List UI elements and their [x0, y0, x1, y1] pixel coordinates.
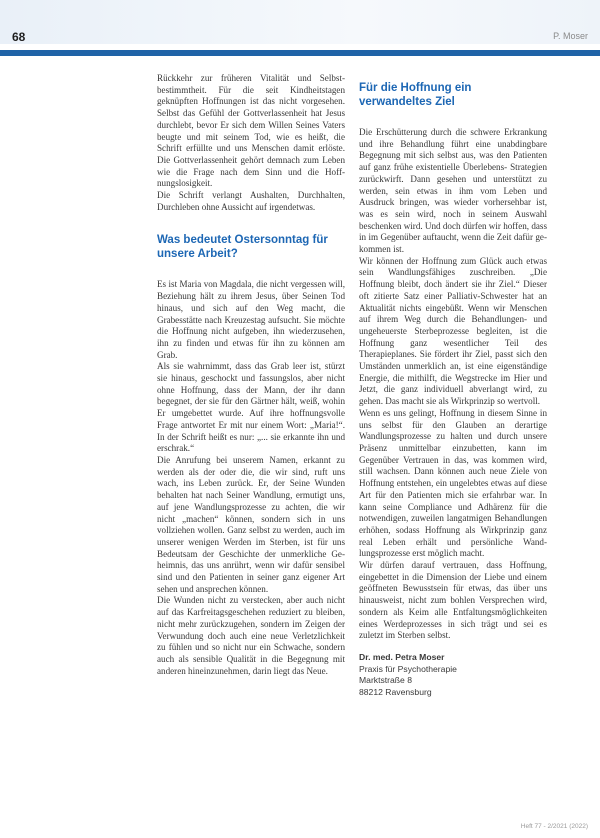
paragraph: Wir dürfen darauf vertrauen, dass Hoffnung, eingebettet in die Dimension der Liebe und einem geöffneten Bewusstsein für etwas, das über uns hinausweist, nicht zum bohlen Versprechen wird, sondern als Keim alle Entfaltungsmöglichkeiten eines Werdeprozesses in sich trägt und sei es zuletzt im Sterben selbst. — [359, 560, 547, 641]
running-head: P. Moser — [553, 31, 588, 41]
paragraph: Wir können der Hoffnung zum Glück auch etwas sein Wandlungsfähiges zuschreiben. „Die Hoffnung bleibt, doch ändert sie ihr Ziel.“ Dieser oft zitierte Satz einer Palliativ-Schwester hat an Aktualität nichts eingebüßt. Wenn wir Menschen auf ihrem Weg durch die Behandlungen- und ungeheuerste Sterbeprozesse begleiten, ist die Hoffnung ganz wesentlicher Teil des Therapieplanes. Sie fördert ihr Ziel, passt sich den Umständen unmerklich an, ist eine eigenständige Energie, die mithilft, die Wegstrecke im Hier und Jetzt, die ganz individuell abverlangt wird, zu gehen. Das macht sie als Wirkprinzip so wertvoll. — [359, 255, 547, 407]
author-address-line: Praxis für Psychotherapie — [359, 663, 457, 674]
section-heading: Für die Hoffnung ein verwandeltes Ziel — [359, 82, 472, 108]
paragraph: Es ist Maria von Magdala, die nicht vergessen will, Beziehung hält zu ihrem Jesus, über Seinen Tod hinaus, und sich auf den Weg macht, die Grabesstätte nach Kreuzestag aufsucht. Sie möchte die Hoffnung nicht aufgeben, ihn wiederzusehen, ihn zu finden und etwas für ihn zu können am Grab. — [157, 279, 345, 360]
author-name: Dr. med. Petra Moser — [359, 651, 445, 662]
header-band — [0, 0, 600, 44]
right-column — [359, 73, 547, 698]
paragraph: Die Schrift verlangt Aushalten, Durchhalten, Durchleben ohne Aussicht auf irgendetwas. — [157, 190, 345, 212]
header-bar — [0, 0, 600, 56]
page-number: 68 — [12, 30, 26, 44]
paragraph: Die Erschütterung durch die schwere Erkrankung und ihre Behandlung führt eine unabdingbare Begegnung mit sich selbst aus, was den Patienten auf ganz frühe existentielle Überlebens- Strategien zurückwirft. Dann gesehen und unterstützt zu werden, sein etwas in ihm vom Leben und Ausdruck bringen, was wieder vorhersehbar ist, was es sein wird, noch in seinem Auswahl beschenken wird. Und doch dürfen wir hoffen, dass in im Gegenüber auftaucht, wenn die Zeit dafür gekommen ist. — [359, 127, 547, 255]
paragraph: Die Anrufung bei unserem Namen, erkannt zu werden als der oder die, die wir sind, ruft uns wach, ins Leben zurück. Er, der Seine Wunden behalten hat nach Seiner Wandlung, ermutigt uns, auf jene Wandlungsprozesse zu achten, die wir nicht „machen“ können, sondern sich in uns vollziehen wollen. Ganz selbst zu werden, auch im unserer wenigen Werden im Sterben, ist für uns Bedeutsam der Geschichte der unmerkliche Geheimnis, das uns anrührt, wenn wir dafür sensibel sind und den Patienten in seiner ganz eigener Art sehen und ansprechen können. — [157, 454, 345, 594]
paragraph: Rückkehr zur früheren Vitalität und Selbstbestimmtheit. Für die seit Kindheitstagen geknüpften Hoffnungen ist das nicht vorgesehen. Selbst das Gefühl der Gottverlassenheit hat Jesus durchlebt, bevor Er sich dem Willen Seines Vaters beugte und mit seinem Tod, wie es heißt, die Schrift erfüllte und uns Menschen damit erlöste. Die Gottverlassenheit gehört demnach zum Leben wie die Frage nach dem Sinn und die Hoffnungslosigkeit. — [157, 73, 345, 189]
paragraph: Wenn es uns gelingt, Hoffnung in diesem Sinne in uns selbst für den Glauben an derartige Wandlungsprozesse zu halten und durch unsere Präsenz unmittelbar einzubetten, kann im Gegenüber Vertrauen in das, was kommen wird, still wachsen. Dann können auch neue Ziele von Hoffnung entstehen, ein ungelebtes etwas auf diese Art für den Patienten mich sie erfahrbar war. In kann seine Compliance und Adhärenz für die notwendigen, zuweilen langatmigen Behandlungen erhöhen, sodass Hoffnung als Wirkprinzip ganz real Leben erhält und persönliche Wandlungsprozesse erst möglich macht. — [359, 407, 547, 559]
paragraph: Als sie wahrnimmt, dass das Grab leer ist, stürzt sie hinaus, geschockt und fassungslos, aber nicht ohne Hoffnung, dass der Mann, der ihr dann begegnet, der sie für den Gärtner hält, weiß, wohin Er umgebettet wurde. Auf ihre hoffnungsvolle Frage antwortet Er mit nur einem Wort: „Maria!“. In der Schrift heißt es nur: „... sie erkannte ihn und erschrak.“ — [157, 361, 345, 454]
section-heading: Was bedeutet Ostersonntag für unsere Arbeit? — [157, 234, 328, 261]
footer-text: Heft 77 - 2/2021 (2022) — [520, 823, 588, 830]
author-address-line: 88212 Ravensburg — [359, 686, 432, 697]
author-address-line: Marktstraße 8 — [359, 675, 413, 686]
left-column — [157, 73, 345, 677]
author-block — [359, 652, 547, 698]
paragraph: Die Wunden nicht zu verstecken, aber auch nicht auf das Karfreitagsgeschehen reduziert zu bleiben, nicht mehr zurückzugehen, sondern im Zeigen der Verwundung doch auch eine neue Verletzlichkeit zu fühlen und so nicht nur ein Schwache, sondern auch als sensible Qualität in die Begegnung mit anderen hineinzunehmen, darin liegt das Neue. — [157, 595, 345, 676]
